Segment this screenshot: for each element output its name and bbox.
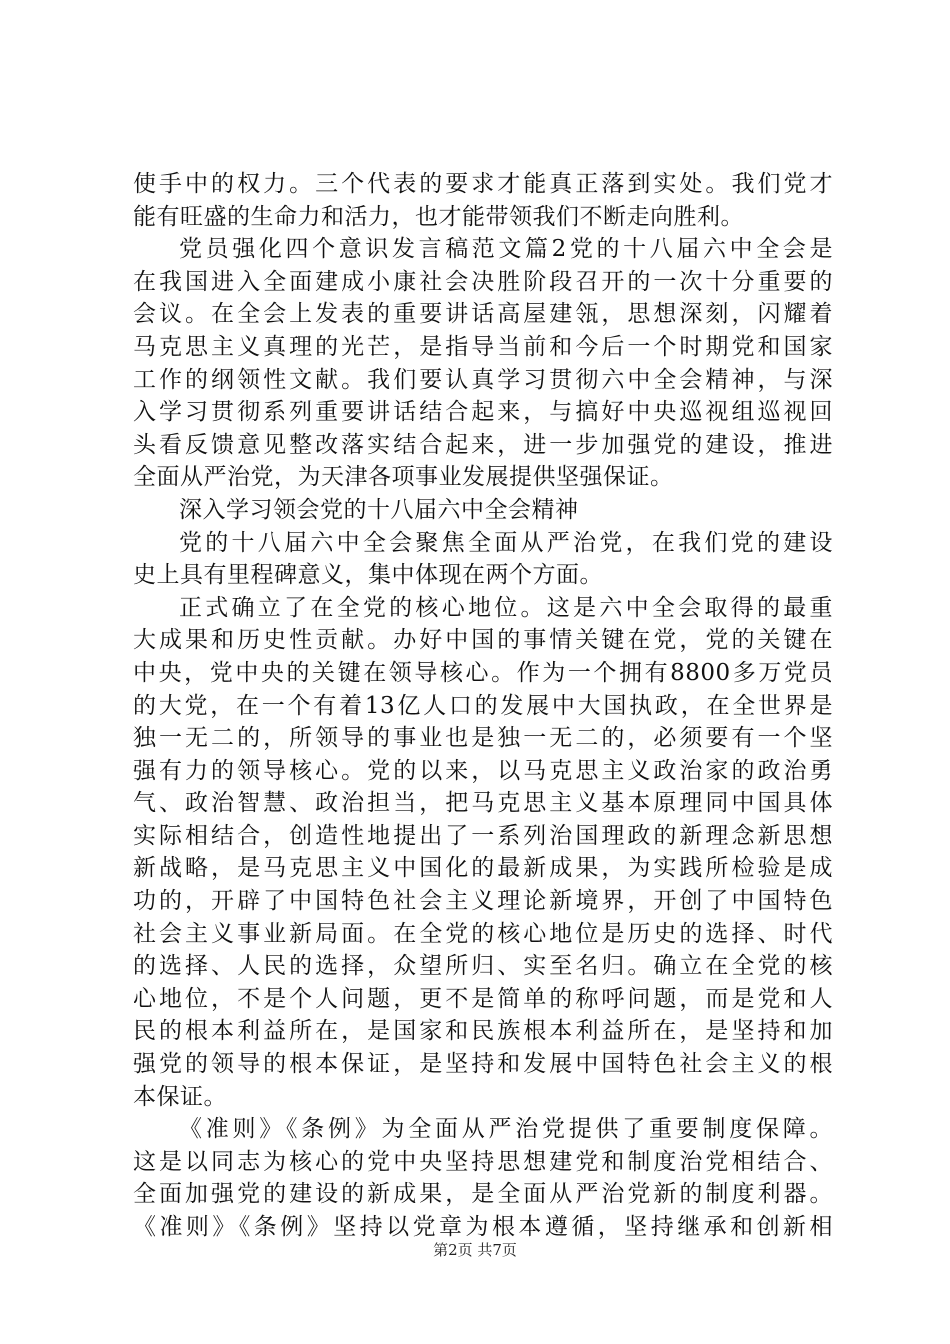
document-body bbox=[133, 168, 833, 1244]
paragraph-line: 头看反馈意见整改落实结合起来，进一步加强党的建设，推进 bbox=[133, 431, 833, 458]
paragraph-line: 入学习贯彻系列重要讲话结合起来，与搞好中央巡视组巡视回 bbox=[133, 399, 833, 426]
paragraph-line: 的大党，在一个有着13亿人口的发展中大国执政，在全世界是 bbox=[133, 692, 833, 719]
paragraph-line: 能有旺盛的生命力和活力，也才能带领我们不断走向胜利。 bbox=[133, 203, 744, 230]
section-heading: 深入学习领会党的十八届六中全会精神 bbox=[179, 496, 579, 523]
paragraph-line: 气、政治智慧、政治担当，把马克思主义基本原理同中国具体 bbox=[133, 790, 833, 817]
paragraph-line: 会议。在全会上发表的重要讲话高屋建瓴，思想深刻，闪耀着 bbox=[133, 301, 833, 328]
paragraph-line: 史上具有里程碑意义，集中体现在两个方面。 bbox=[133, 562, 603, 589]
paragraph-line: 本保证。 bbox=[133, 1083, 227, 1110]
paragraph-line: 实际相结合，创造性地提出了一系列治国理政的新理念新思想 bbox=[133, 822, 833, 849]
page-number-label: 第2页 共7页 bbox=[433, 1241, 517, 1259]
paragraph-line: 的选择、人民的选择，众望所归、实至名归。确立在全党的核 bbox=[133, 953, 833, 980]
paragraph-line: 全面从严治党，为天津各项事业发展提供坚强保证。 bbox=[133, 464, 674, 491]
paragraph-line: 新战略，是马克思主义中国化的最新成果，为实践所检验是成 bbox=[133, 855, 833, 882]
paragraph-line: 社会主义事业新局面。在全党的核心地位是历史的选择、时代 bbox=[133, 920, 833, 947]
paragraph-line: 《准则》《条例》为全面从严治党提供了重要制度保障。 bbox=[179, 1116, 833, 1143]
paragraph-line: 民的根本利益所在，是国家和民族根本利益所在，是坚持和加 bbox=[133, 1018, 833, 1045]
paragraph-line: 大成果和历史性贡献。办好中国的事情关键在党，党的关键在 bbox=[133, 627, 833, 654]
paragraph-line: 强有力的领导核心。党的以来，以马克思主义政治家的政治勇 bbox=[133, 757, 833, 784]
paragraph-line: 强党的领导的根本保证，是坚持和发展中国特色社会主义的根 bbox=[133, 1051, 833, 1078]
paragraph-line: 正式确立了在全党的核心地位。这是六中全会取得的最重 bbox=[179, 594, 833, 621]
paragraph-line: 使手中的权力。三个代表的要求才能真正落到实处。我们党才 bbox=[133, 171, 833, 197]
paragraph-line: 《准则》《条例》坚持以党章为根本遵循，坚持继承和创新相 bbox=[133, 1214, 833, 1240]
page-footer bbox=[0, 1239, 950, 1260]
paragraph-line: 功的，开辟了中国特色社会主义理论新境界，开创了中国特色 bbox=[133, 888, 833, 915]
paragraph-line: 工作的纲领性文献。我们要认真学习贯彻六中全会精神，与深 bbox=[133, 366, 833, 393]
paragraph-line: 中央，党中央的关键在领导核心。作为一个拥有8800多万党员 bbox=[133, 659, 833, 686]
paragraph-line: 党员强化四个意识发言稿范文篇2党的十八届六中全会是 bbox=[179, 236, 833, 263]
paragraph-line: 马克思主义真理的光芒，是指导当前和今后一个时期党和国家 bbox=[133, 333, 833, 360]
paragraph-line: 心地位，不是个人问题，更不是简单的称呼问题，而是党和人 bbox=[133, 985, 833, 1012]
paragraph-line: 党的十八届六中全会聚焦全面从严治党，在我们党的建设 bbox=[179, 529, 833, 556]
paragraph-line: 全面加强党的建设的新成果，是全面从严治党新的制度利器。 bbox=[133, 1181, 833, 1208]
paragraph-line: 在我国进入全面建成小康社会决胜阶段召开的一次十分重要的 bbox=[133, 268, 833, 295]
paragraph-line: 这是以同志为核心的党中央坚持思想建党和制度治党相结合、 bbox=[133, 1148, 833, 1175]
paragraph-line: 独一无二的，所领导的事业也是独一无二的，必须要有一个坚 bbox=[133, 725, 833, 752]
